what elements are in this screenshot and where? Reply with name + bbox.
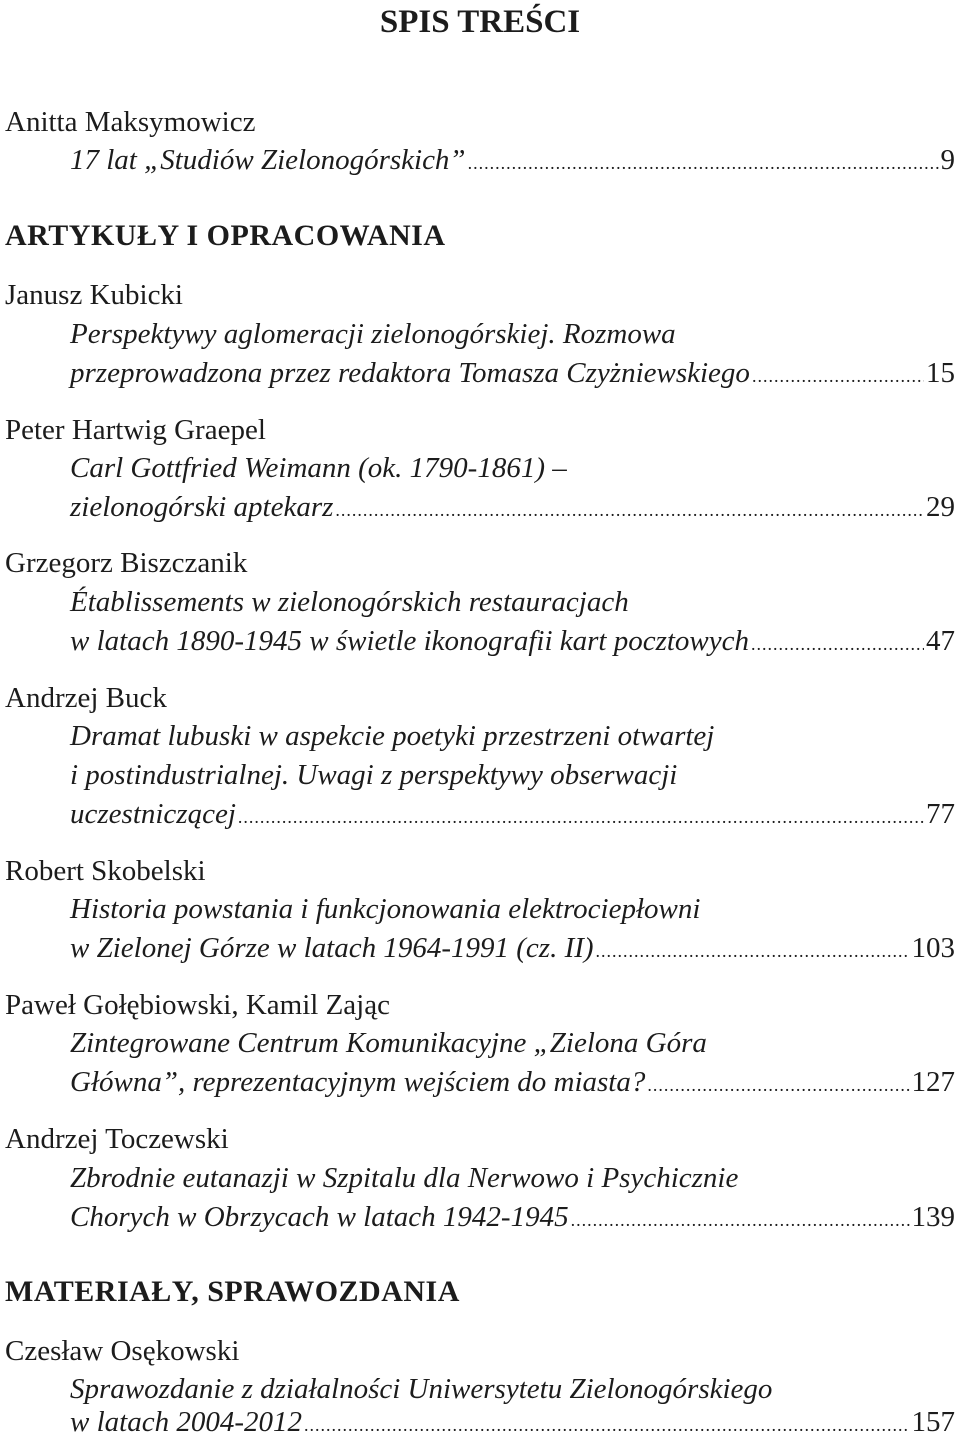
entry-page-number: 139 [911,1201,955,1233]
leader-dots [304,1407,910,1443]
page-title: SPIS TREŚCI [379,4,581,40]
entry-page-number: 9 [940,144,955,176]
entry-title-text: 17 lat „Studiów Zielonogórskich” [70,144,466,176]
entry-title-line [70,623,955,662]
entry-author: Andrzej Toczewski [5,1123,229,1155]
entry-title-line: Carl Gottfried Weimann (ok. 1790-1861) – [70,452,567,484]
entry-page-number: 15 [926,357,955,389]
leader-dots [751,626,924,662]
leader-dots [647,1067,909,1103]
leader-dots [335,492,924,528]
entry-title-line [70,1199,955,1238]
entry-title-text: w Zielonej Górze w latach 1964-1991 (cz. II) [70,932,594,964]
entry-page-number: 29 [926,491,955,523]
entry-title-line: Perspektywy aglomeracji zielonogórskiej. Rozmowa [70,318,676,350]
section-heading: MATERIAŁY, SPRAWOZDANIA [5,1275,460,1308]
entry-title-line: Sprawozdanie z działalności Uniwersytetu Zielonogórskiego [70,1373,773,1405]
entry-title-text: uczestniczącej [70,798,236,830]
entry-title-line [70,142,955,181]
entry-author: Peter Hartwig Graepel [5,414,266,446]
leader-dots [468,145,939,181]
entry-author: Robert Skobelski [5,855,206,887]
entry-title-line: Historia powstania i funkcjonowania elektrociepłowni [70,893,701,925]
entry-title-line: i postindustrialnej. Uwagi z perspektywy obserwacji [70,759,678,791]
entry-title-line [70,1064,955,1103]
entry-page-number: 127 [911,1066,955,1098]
entry-title-text: zielonogórski aptekarz [70,491,334,523]
entry-title-line: Établissements w zielonogórskich restauracjach [70,586,629,618]
entry-title-text: Główna”, reprezentacyjnym wejściem do miasta? [70,1066,646,1098]
entry-author: Czesław Osękowski [5,1335,240,1367]
entry-title-line [70,355,955,394]
entry-author: Andrzej Buck [5,682,167,714]
entry-author: Grzegorz Biszczanik [5,547,248,579]
entry-title-line [70,1404,955,1443]
entry-title-line [70,489,955,528]
entry-title-text: przeprowadzona przez redaktora Tomasza Czyżniewskiego [70,357,750,389]
entry-title-text: w latach 1890-1945 w świetle ikonografii kart pocztowych [70,625,750,657]
entry-title-text: Chorych w Obrzycach w latach 1942-1945 [70,1201,569,1233]
leader-dots [571,1202,910,1238]
entry-title-line [70,796,955,835]
entry-page-number: 77 [926,798,955,830]
section-heading: ARTYKUŁY I OPRACOWANIA [5,219,446,252]
entry-page-number: 157 [911,1406,955,1438]
entry-title-line: Zbrodnie eutanazji w Szpitalu dla Nerwowo i Psychicznie [70,1162,739,1194]
leader-dots [596,933,910,969]
entry-page-number: 103 [911,932,955,964]
leader-dots [238,799,924,835]
entry-author: Janusz Kubicki [5,279,183,311]
entry-title-text: w latach 2004-2012 [70,1406,302,1438]
entry-title-line: Dramat lubuski w aspekcie poetyki przestrzeni otwartej [70,720,715,752]
leader-dots [752,358,924,394]
entry-title-line: Zintegrowane Centrum Komunikacyjne „Zielona Góra [70,1027,707,1059]
entry-author: Paweł Gołębiowski, Kamil Zając [5,989,390,1021]
entry-page-number: 47 [926,625,955,657]
entry-title-line [70,930,955,969]
entry-author: Anitta Maksymowicz [5,106,256,138]
